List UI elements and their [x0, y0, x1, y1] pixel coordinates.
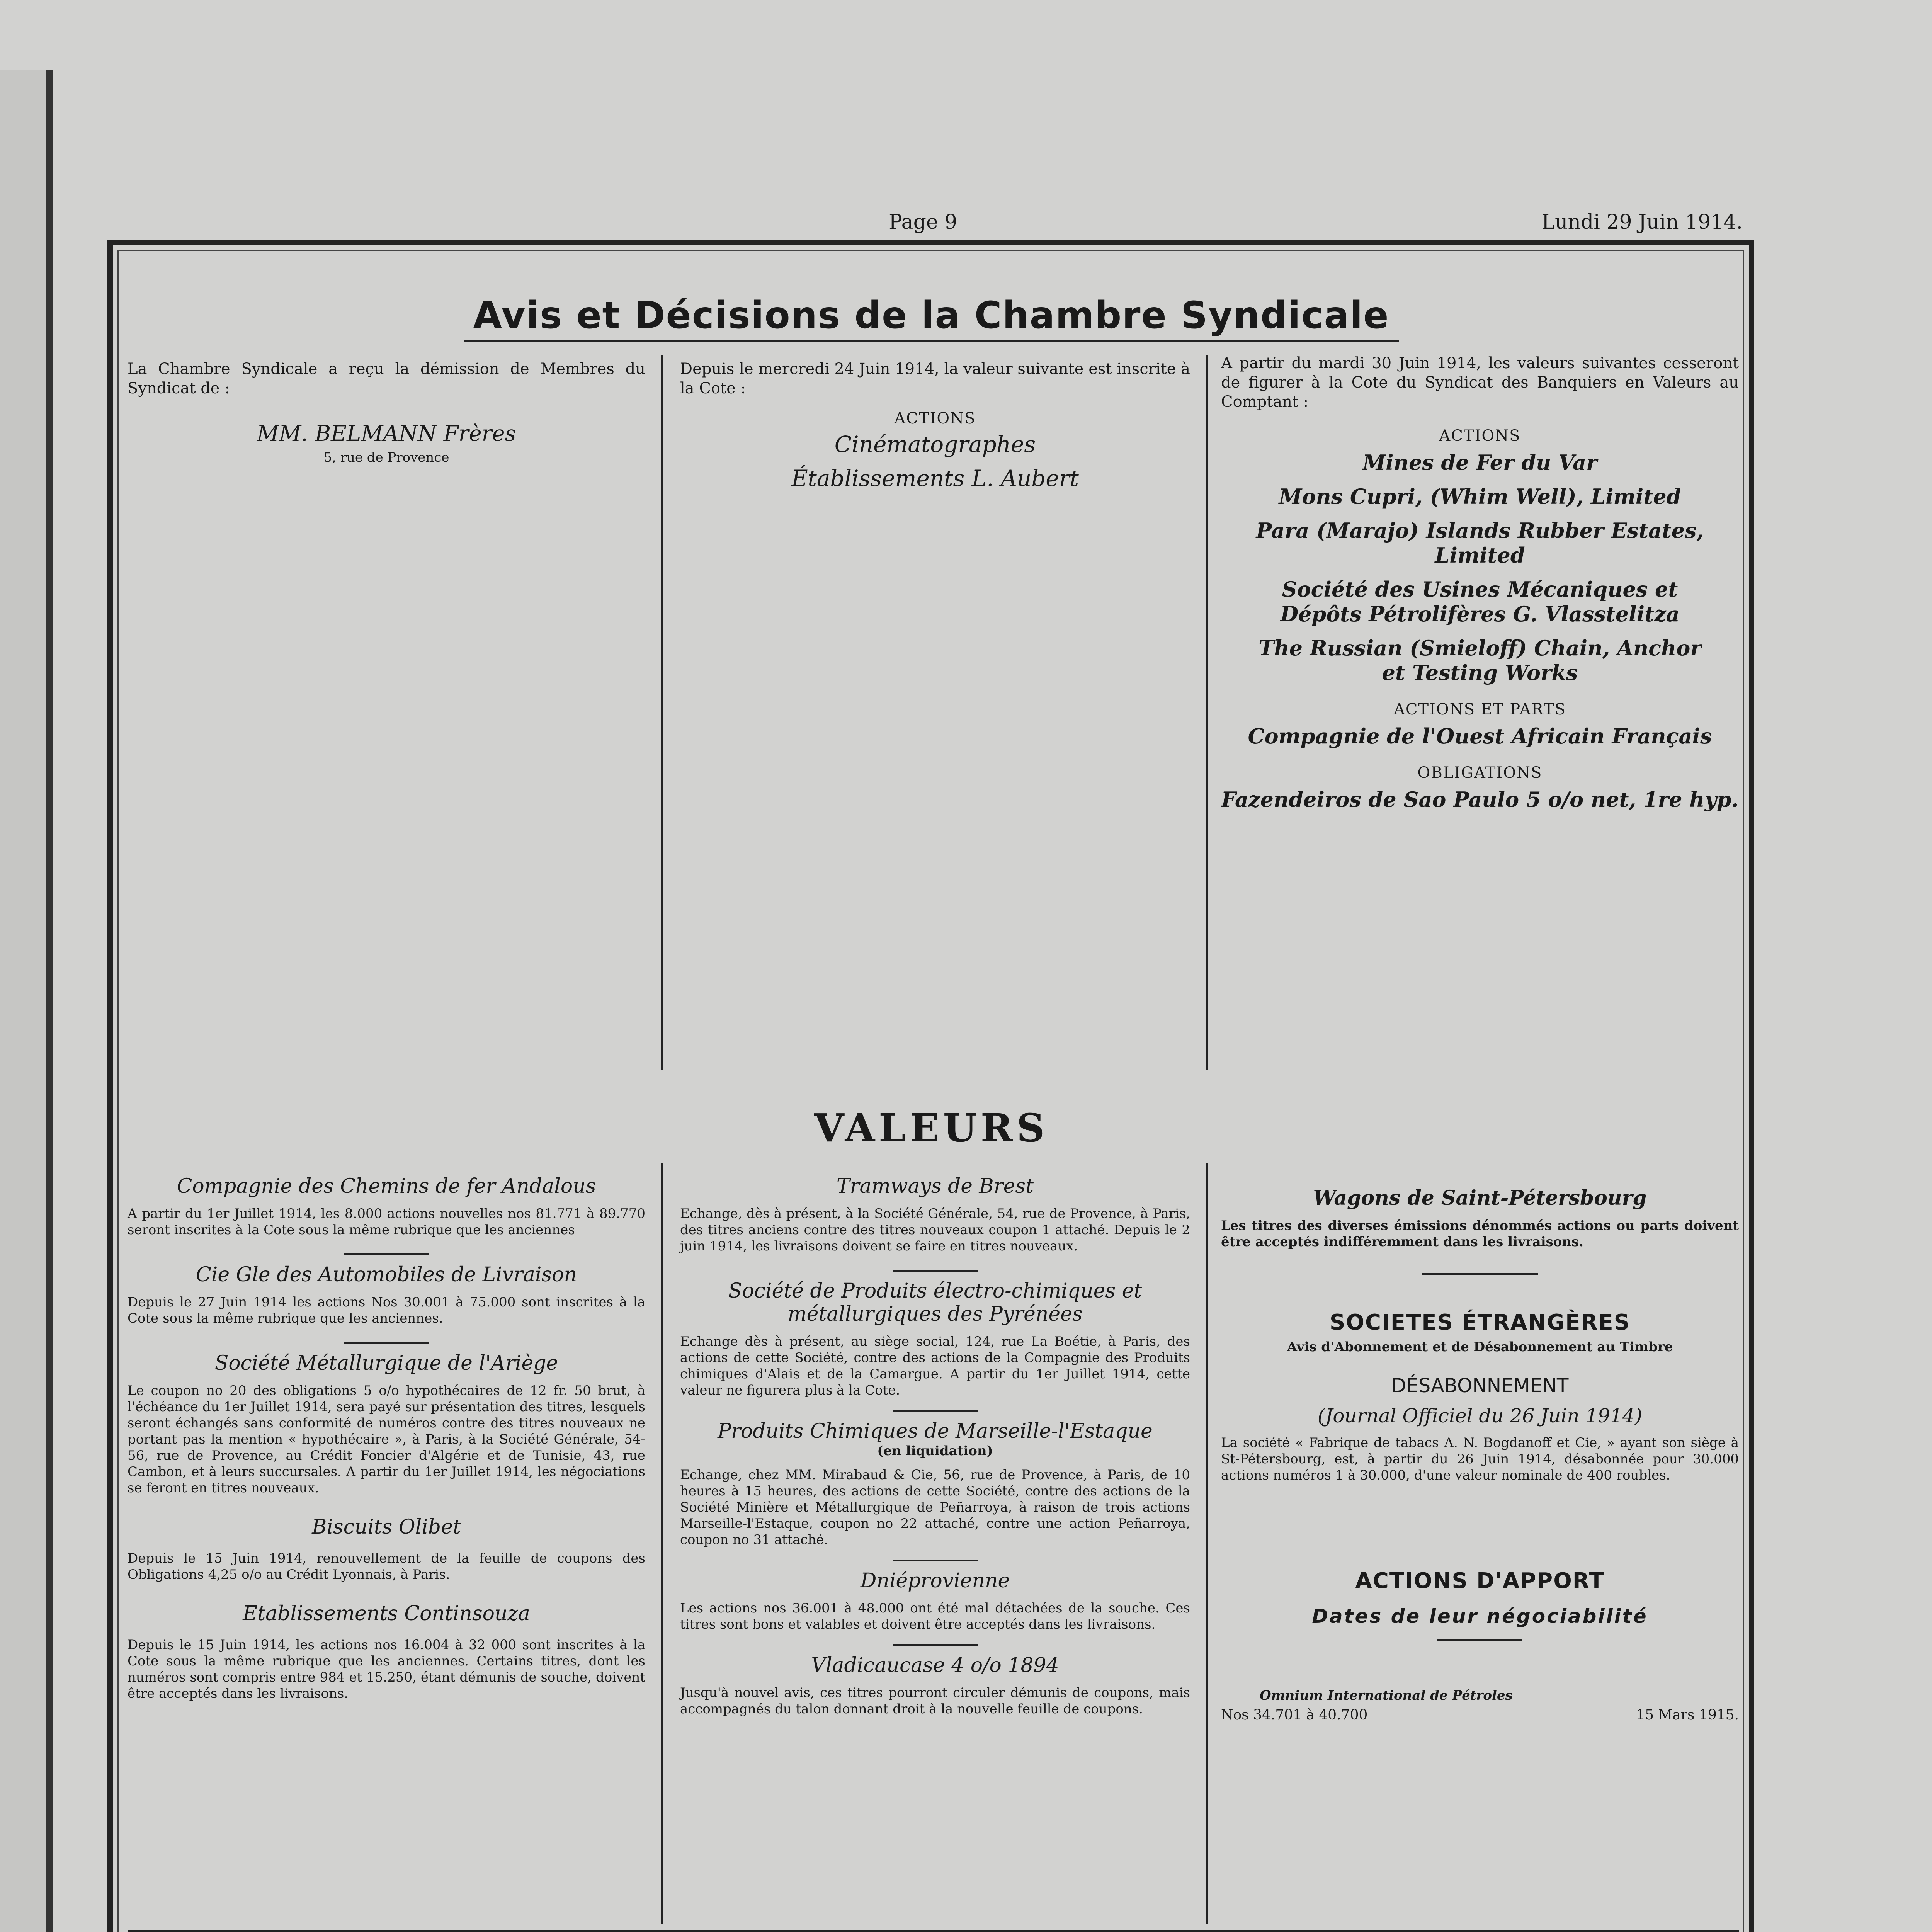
adjacent-page-edge	[0, 70, 53, 1932]
member-address: 5, rue de Provence	[323, 450, 449, 465]
notice-text: Echange dès à présent, au siège social, 124, rue La Boétie, à Paris, des actions de cette Société, contre des actions de la Compagnie des Produits chimiques d'Alais et de la Camargue. A partir du 1er Juillet 1914, cette valeur ne figurera plus à la Cote.	[680, 1334, 1190, 1398]
source-note: (Journal Officiel du 26 Juin 1914)	[1317, 1405, 1643, 1427]
valeur-item: Para (Marajo) Islands Rubber Estates, Limited	[1256, 518, 1704, 568]
member-name: MM. BELMANN Frères	[257, 421, 516, 446]
notice-subtitle: Dates de leur négociabilité	[1312, 1605, 1648, 1628]
page-header	[112, 211, 1743, 238]
separator	[344, 1342, 429, 1344]
notice-title: SOCIETES ÉTRANGÈRES	[1329, 1310, 1631, 1335]
notice-subtitle: Avis d'Abonnement et de Désabonnement au Timbre	[1287, 1339, 1673, 1355]
notice-text: Depuis le 27 Juin 1914 les actions Nos 30.001 à 75.000 sont inscrites à la Cote sous la même rubrique que les anciennes.	[128, 1294, 645, 1326]
apport-date: 15 Mars 1915.	[1636, 1708, 1739, 1723]
valeur-item: The Russian (Smieloff) Chain, Anchor et Testing Works	[1259, 636, 1701, 685]
notice-title: ACTIONS D'APPORT	[1355, 1568, 1605, 1594]
notice-text: A partir du 1er Juillet 1914, les 8.000 actions nouvelles nos 81.771 à 89.770 seront inscrites à la Cote sous la même rubrique que les anciennes	[128, 1206, 645, 1238]
page-number: Page 9	[889, 211, 957, 234]
notice-title: Biscuits Olibet	[312, 1515, 461, 1539]
avis-title: Avis et Décisions de la Chambre Syndicale	[473, 294, 1389, 337]
notice-title: Vladicaucase 4 o/o 1894	[811, 1654, 1059, 1677]
notice-title: Produits Chimiques de Marseille-l'Estaque	[718, 1420, 1153, 1443]
section-heading: ACTIONS ET PARTS	[1393, 701, 1566, 718]
valeurs-column-2	[680, 1175, 1190, 1717]
section-heading: ACTIONS	[894, 410, 976, 427]
column-rule	[661, 1163, 663, 1924]
avis-text: Depuis le mercredi 24 Juin 1914, la valeur suivante est inscrite à la Cote :	[680, 360, 1190, 397]
notice-text: Jusqu'à nouvel avis, ces titres pourront circuler démunis de coupons, mais accompagnés du talon donnant droit à la nouvelle feuille de coupons.	[680, 1685, 1190, 1717]
separator	[344, 1253, 429, 1255]
valeurs-title: VALEURS	[814, 1105, 1049, 1151]
apport-numbers: Nos 34.701 à 40.700	[1221, 1708, 1368, 1723]
section-heading: DÉSABONNEMENT	[1391, 1374, 1569, 1397]
valeur-item: Cinématographes	[834, 431, 1036, 457]
section-heading: ACTIONS	[1439, 427, 1521, 445]
avis-text: La Chambre Syndicale a reçu la démission de Membres du Syndicat de :	[128, 360, 645, 397]
column-rule	[661, 355, 663, 1070]
separator	[893, 1560, 978, 1561]
separator	[1422, 1273, 1538, 1275]
notice-text: Le coupon no 20 des obligations 5 o/o hypothécaires de 12 fr. 50 brut, à l'échéance du 1er Juillet 1914, sera payé sur présentation des titres, lesquels seront échangés sans conformité de numéros contre des titres nouveaux ne portant pas la mention « hypothécaire », à Paris, à la Société Générale, 54-56, rue de Provence, au Crédit Foncier d'Algérie et de Tunisie, 43, rue Cambon, et à leurs succursales. A partir du 1er Juillet 1914, les négociations se feront en titres nouveaux.	[128, 1383, 645, 1496]
avis-column-1	[128, 359, 645, 466]
notice-text: Les titres des diverses émissions dénommés actions ou parts doivent être acceptés indifféremment dans les livraisons.	[1221, 1218, 1739, 1250]
avis-column-3	[1221, 354, 1739, 812]
notice-title: Compagnie des Chemins de fer Andalous	[177, 1175, 596, 1198]
notice-title: Etablissements Continsouza	[243, 1602, 530, 1625]
column-rule	[1206, 355, 1208, 1070]
notice-text: Les actions nos 36.001 à 48.000 ont été mal détachées de la souche. Ces titres sont bons et valables et doivent être acceptés dans les livraisons.	[680, 1600, 1190, 1632]
notice-text: La société « Fabrique de tabacs A. N. Bogdanoff et Cie, » ayant son siège à St-Pétersbourg, est, à partir du 26 Juin 1914, désabonnée pour 30.000 actions numéros 1 à 30.000, d'une valeur nominale de 400 roubles.	[1221, 1435, 1739, 1483]
apport-company: Omnium International de Pétroles	[1260, 1688, 1513, 1703]
apport-row	[1221, 1708, 1739, 1723]
separator	[893, 1644, 978, 1646]
notice-title: Société de Produits électro-chimiques et métallurgiques des Pyrénées	[728, 1279, 1142, 1326]
column-rule	[1206, 1163, 1208, 1924]
valeurs-column-3	[1221, 1186, 1739, 1723]
notice-title: Wagons de Saint-Pétersbourg	[1313, 1186, 1647, 1210]
avis-text: A partir du mardi 30 Juin 1914, les valeurs suivantes cesseront de figurer à la Cote du Syndicat des Banquiers en Valeurs au Comptant :	[1221, 354, 1739, 411]
notice-title: Société Métallurgique de l'Ariège	[214, 1352, 558, 1375]
valeur-item: Mons Cupri, (Whim Well), Limited	[1279, 484, 1681, 509]
avis-column-2	[680, 359, 1190, 492]
valeur-item: Société des Usines Mécaniques et Dépôts Pétrolifères G. Vlasstelitza	[1280, 577, 1680, 626]
title-underline	[464, 340, 1399, 342]
section-heading: OBLIGATIONS	[1417, 764, 1543, 782]
notice-text: Depuis le 15 Juin 1914, les actions nos 16.004 à 32 000 sont inscrites à la Cote sous la même rubrique que les anciennes. Certains titres, dont les numéros sont compris entre 984 et 15.250, étant démunis de souche, doivent être acceptés dans les livraisons.	[128, 1637, 645, 1701]
separator	[1437, 1639, 1522, 1641]
notice-text: Echange, chez MM. Mirabaud & Cie, 56, rue de Provence, à Paris, de 10 heures à 15 heures, des actions de cette Société, contre des actions de la Société Minière et Métallurgique de Peñarroya, à raison de trois actions Marseille-l'Estaque, coupon no 22 attaché, contre une action Peñarroya, coupon no 31 attaché.	[680, 1467, 1190, 1548]
notice-title: Cie Gle des Automobiles de Livraison	[196, 1263, 577, 1286]
notice-title: Dniéprovienne	[860, 1569, 1010, 1592]
notice-text: Echange, dès à présent, à la Société Générale, 54, rue de Provence, à Paris, des titres anciens contre des titres nouveaux coupon 1 attaché. Depuis le 2 juin 1914, les livraisons doivent se faire en titres nouveaux.	[680, 1206, 1190, 1254]
valeur-item: Mines de Fer du Var	[1362, 450, 1597, 475]
valeur-item: Établissements L. Aubert	[791, 465, 1079, 492]
section-rule	[128, 1930, 1739, 1932]
valeur-item: Fazendeiros de Sao Paulo 5 o/o net, 1re hyp.	[1221, 787, 1739, 812]
valeurs-column-1	[128, 1175, 645, 1702]
separator	[893, 1410, 978, 1412]
notice-title: Tramways de Brest	[837, 1175, 1034, 1198]
separator	[893, 1270, 978, 1272]
notice-subtitle: (en liquidation)	[877, 1443, 993, 1459]
valeur-item: Compagnie de l'Ouest Africain Français	[1248, 724, 1712, 748]
issue-date: Lundi 29 Juin 1914.	[1541, 211, 1743, 234]
notice-text: Depuis le 15 Juin 1914, renouvellement de la feuille de coupons des Obligations 4,25 o/o au Crédit Lyonnais, à Paris.	[128, 1551, 645, 1582]
